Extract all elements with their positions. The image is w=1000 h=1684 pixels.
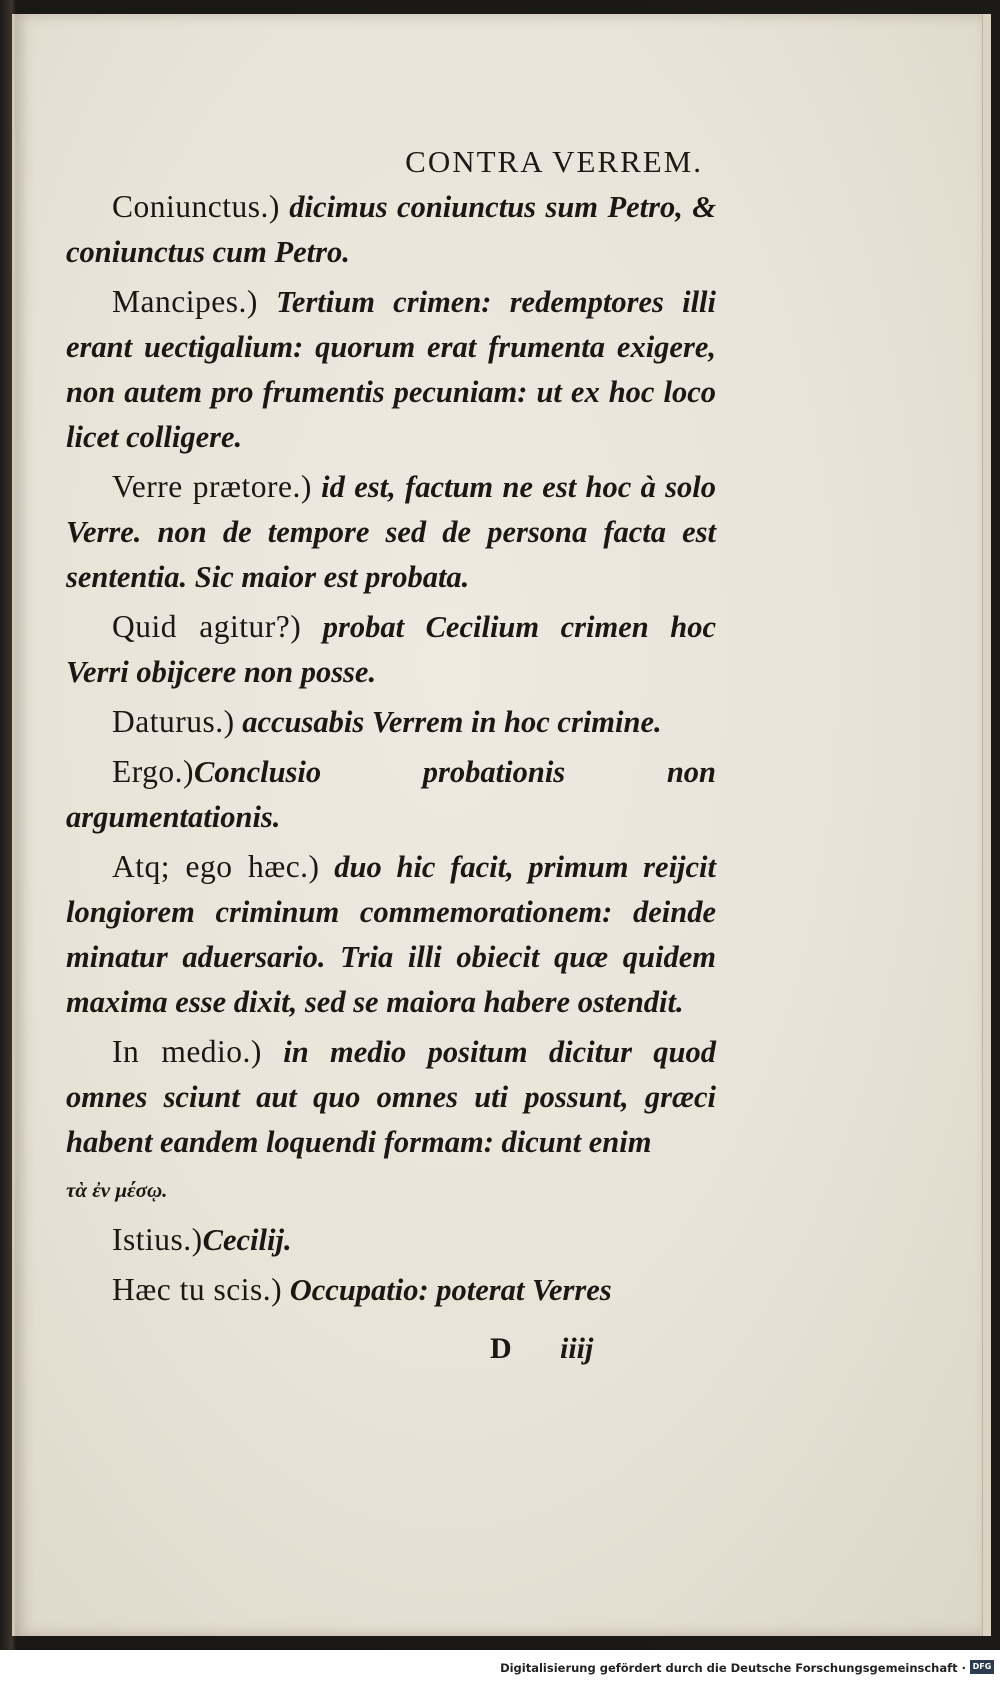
commentary-entry (66, 1029, 716, 1213)
entry-gloss: Cecilij. (202, 1223, 292, 1257)
footer-bar (0, 1657, 1000, 1684)
entry-gloss: Conclusio probationis non argumentationis. (66, 755, 716, 834)
entry-lemma: Daturus.) (112, 704, 235, 739)
signature-number: iiij (560, 1332, 594, 1365)
commentary-entry (66, 1267, 716, 1313)
commentary-entry (66, 1217, 716, 1263)
entry-lemma: Ergo.) (112, 754, 195, 789)
commentary-entry (66, 464, 716, 600)
commentary-entry (66, 604, 716, 695)
entry-gloss: in medio positum dicitur quod omnes sciunt aut quo omnes uti possunt, græci habent eandem loquendi formam: dicunt enim (66, 1035, 716, 1159)
commentary-entry (66, 699, 716, 745)
entry-lemma: Hæc tu scis.) (112, 1272, 283, 1307)
commentary-text (66, 184, 716, 1317)
commentary-entry (66, 279, 716, 460)
entry-lemma: In medio.) (112, 1034, 262, 1069)
commentary-entry (66, 184, 716, 275)
entry-gloss: accusabis Verrem in hoc crimine. (234, 705, 662, 739)
entry-lemma: Mancipes.) (112, 284, 258, 319)
entry-gloss: Tertium crimen: redemptores illi erant uectigalium: quorum erat frumenta exigere, non autem pro frumentis pecuniam: ut ex hoc loco licet colligere. (66, 285, 716, 454)
page-edge (982, 14, 991, 1636)
signature-mark (490, 1332, 593, 1366)
entry-lemma: Verre prætore.) (112, 469, 312, 504)
dfg-logo: DFG (970, 1660, 994, 1674)
entry-lemma: Coniunctus.) (112, 189, 280, 224)
entry-gloss: id est, factum ne est hoc à solo Verre. non de tempore sed de persona facta est sententia. Sic maior est probata. (66, 470, 716, 594)
entry-lemma: Istius.) (112, 1222, 203, 1257)
book-page (12, 14, 983, 1636)
greek-phrase: τὰ ἐν μέσῳ. (66, 1178, 168, 1202)
entry-gloss: dicimus coniunctus sum Petro, & coniunctus cum Petro. (66, 190, 716, 269)
entry-lemma: Atq; ego hæc.) (112, 849, 320, 884)
funding-credit: Digitalisierung gefördert durch die Deutsche Forschungsgemeinschaft · (500, 1661, 966, 1675)
entry-gloss: duo hic facit, primum reijcit longiorem criminum commemorationem: deinde minatur aduersario. Tria illi obiecit quæ quidem maxima esse dixit, sed se maiora habere ostendit. (66, 850, 717, 1019)
commentary-entry (66, 749, 716, 840)
signature-letter: D (490, 1332, 512, 1365)
entry-lemma: Quid agitur?) (112, 609, 302, 644)
commentary-entry (66, 844, 716, 1025)
running-head: CONTRA VERREM. (405, 144, 703, 179)
entry-gloss: probat Cecilium crimen hoc Verri obijcere non posse. (66, 610, 716, 689)
entry-gloss: Occupatio: poterat Verres (282, 1273, 612, 1307)
